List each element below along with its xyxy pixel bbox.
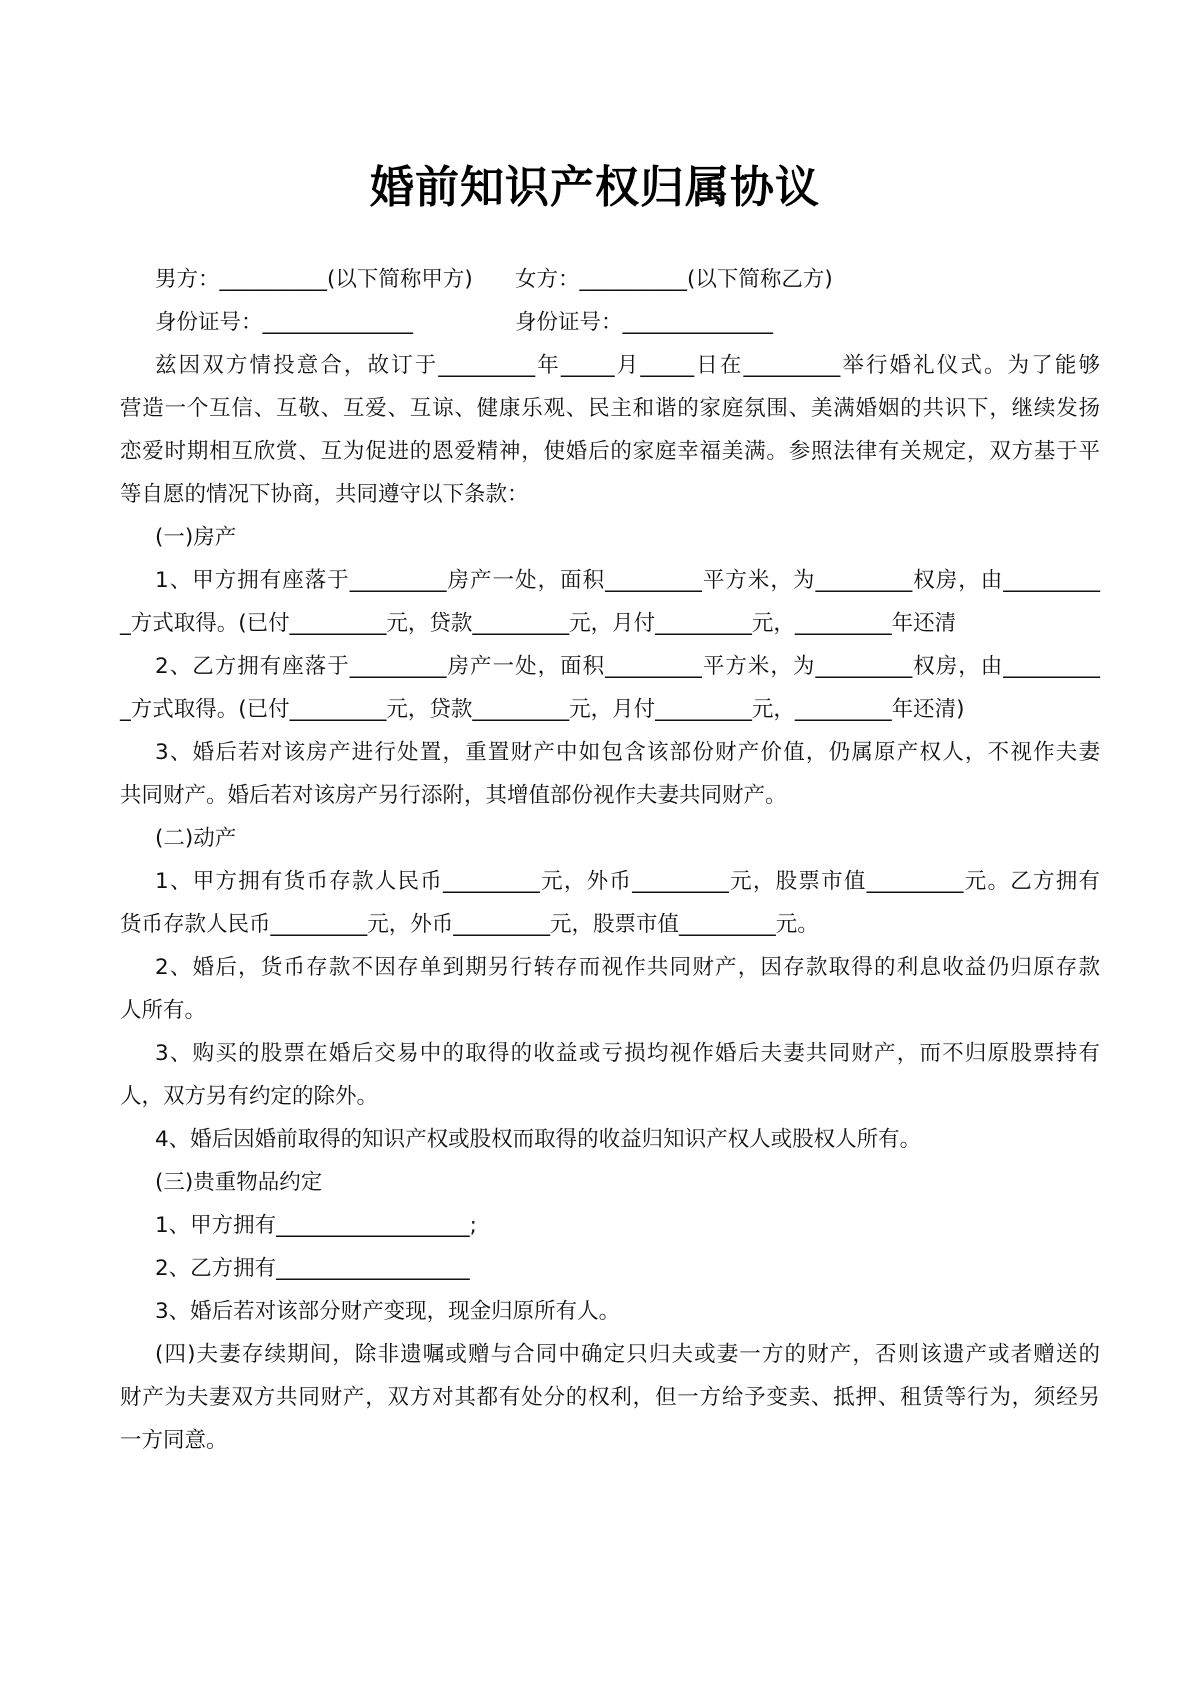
intro-line-4: 等自愿的情况下协商，共同遵守以下条款：: [120, 482, 529, 507]
movables-item-1-line-2: 货币存款人民币_________元，外币_________元，股票市值_________元。: [120, 912, 819, 937]
valuables-item-2: 2、乙方拥有__________________: [155, 1256, 470, 1281]
real-estate-item-3-line-1: 3、婚后若对该房产进行处置，重置财产中如包含该部份财产价值，仍属原产权人，不视作夫妻: [155, 740, 1100, 765]
real-estate-item-1-line-1: 1、甲方拥有座落于_________房产一处，面积_________平方米，为_________权房，由_________: [155, 568, 1100, 593]
movables-item-4: 4、婚后因婚前取得的知识产权或股权而取得的收益归知识产权人或股权人所有。: [155, 1127, 922, 1152]
movables-item-3-line-1: 3、购买的股票在婚后交易中的取得的收益或亏损均视作婚后夫妻共同财产，而不归原股票持有: [155, 1041, 1100, 1066]
movables-item-2-line-1: 2、婚后，货币存款不因存单到期另行转存而视作共同财产，因存款取得的利息收益仍归原存款: [155, 955, 1100, 980]
movables-item-2-line-2: 人所有。: [120, 998, 207, 1023]
section-heading-real-estate: (一)房产: [155, 525, 237, 550]
movables-item-1-line-1: 1、甲方拥有货币存款人民币_________元，外币_________元，股票市值_________元。乙方拥有: [155, 869, 1100, 894]
section-4-line-3: 一方同意。: [120, 1428, 228, 1453]
real-estate-item-2-line-1: 2、乙方拥有座落于_________房产一处，面积_________平方米，为_________权房，由_________: [155, 654, 1100, 679]
valuables-item-1: 1、甲方拥有__________________;: [155, 1213, 477, 1238]
real-estate-item-2-line-2: _方式取得。(已付_________元，贷款_________元，月付_________元，_________年还清): [120, 697, 965, 722]
female-id-field: 身份证号：______________: [515, 310, 774, 335]
section-4-line-1: (四)夫妻存续期间，除非遗嘱或赠与合同中确定只归夫或妻一方的财产，否则该遗产或者赠送的: [155, 1342, 1100, 1367]
section-heading-movables: (二)动产: [155, 826, 237, 851]
section-4-line-2: 财产为夫妻双方共同财产，双方对其都有处分的权利，但一方给予变卖、抵押、租赁等行为，须经另: [120, 1385, 1100, 1410]
female-party-field: 女方：__________(以下简称乙方): [515, 267, 833, 292]
valuables-item-3: 3、婚后若对该部分财产变现，现金归原所有人。: [155, 1299, 621, 1324]
male-id-field: 身份证号：______________: [155, 310, 414, 335]
document-title: 婚前知识产权归属协议: [370, 162, 820, 213]
intro-line-1: 兹因双方情投意合，故订于_________年_____月_____日在_________举行婚礼仪式。为了能够: [155, 353, 1100, 378]
intro-line-3: 恋爱时期相互欣赏、互为促进的恩爱精神，使婚后的家庭幸福美满。参照法律有关规定，双方基于平: [120, 439, 1100, 464]
intro-line-2: 营造一个互信、互敬、互爱、互谅、健康乐观、民主和谐的家庭氛围、美满婚姻的共识下，继续发扬: [120, 396, 1100, 421]
section-heading-valuables: (三)贵重物品约定: [155, 1170, 323, 1195]
movables-item-3-line-2: 人，双方另有约定的除外。: [120, 1084, 379, 1109]
male-party-field: 男方：__________(以下简称甲方): [155, 267, 473, 292]
real-estate-item-1-line-2: _方式取得。(已付_________元，贷款_________元，月付_________元，_________年还清: [120, 611, 957, 636]
real-estate-item-3-line-2: 共同财产。婚后若对该房产另行添附，其增值部份视作夫妻共同财产。: [120, 783, 787, 808]
